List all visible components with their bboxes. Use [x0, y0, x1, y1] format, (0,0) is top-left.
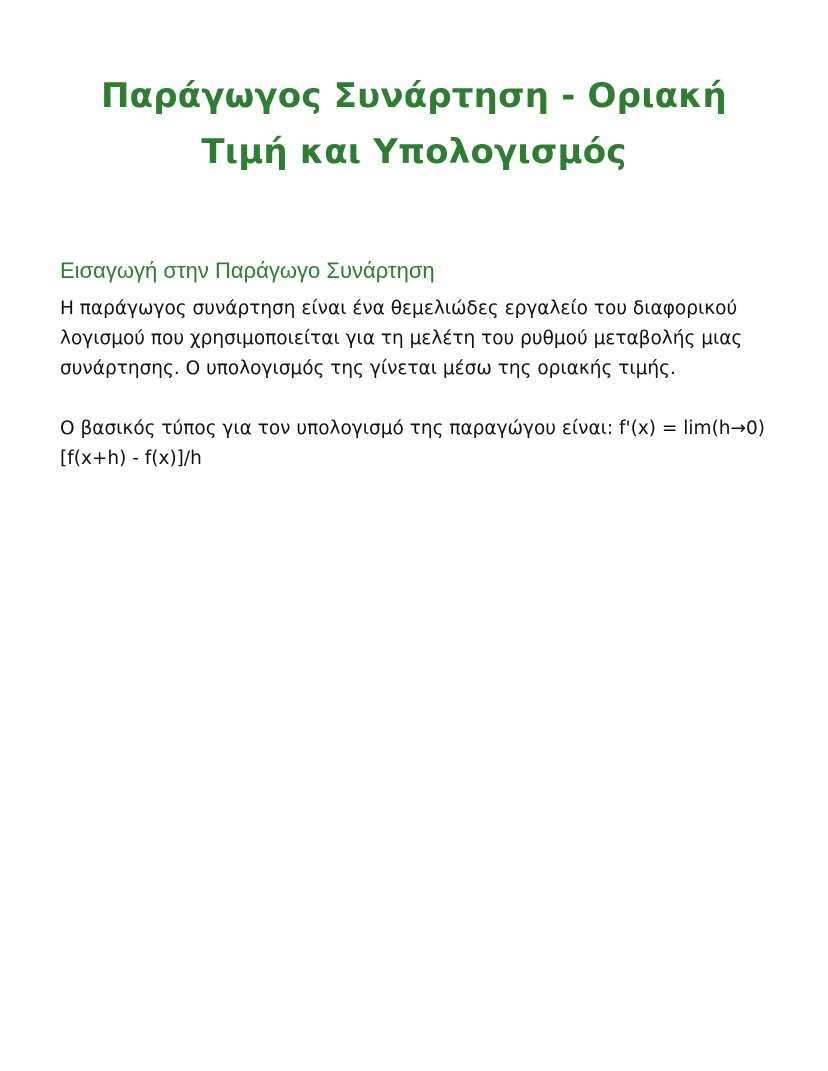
formula-paragraph: Ο βασικός τύπος για τον υπολογισμό της παραγώγου είναι: f'(x) = lim(h→0) [f(x+h) - f(x)]/h	[60, 418, 766, 469]
intro-section	[60, 256, 768, 474]
section-heading: Εισαγωγή στην Παράγωγο Συνάρτηση	[60, 258, 435, 283]
intro-paragraph: Η παράγωγος συνάρτηση είναι ένα θεμελιώδες εργαλείο του διαφορικού λογισμού που χρησιμοποιείται για τη μελέτη του ρυθμού μεταβολής μιας συνάρτησης. Ο υπολογισμός της γίνεται μέσω της οριακής τιμής.	[60, 298, 743, 379]
document-title: Παράγωγος Συνάρτηση - Οριακή Τιμή και Υπολογισμός	[101, 76, 727, 172]
